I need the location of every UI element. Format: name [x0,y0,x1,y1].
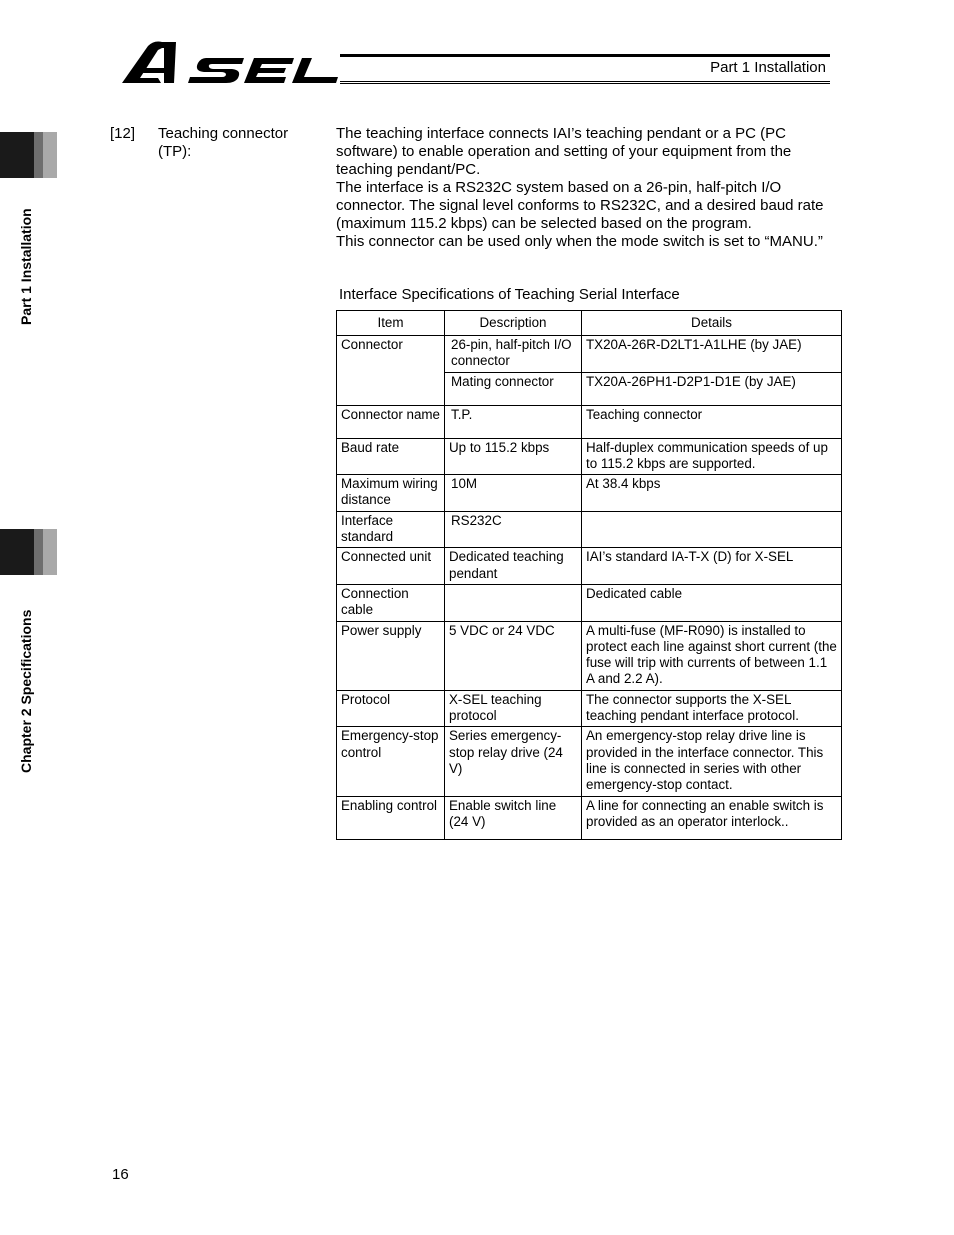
table-cell-item: Baud rate [337,438,445,475]
table-cell-item: Emergency-stop control [337,727,445,796]
column-header: Description [445,311,582,336]
side-tab-part-label: Part 1 Installation [18,208,34,325]
header-rule [340,54,830,57]
table-cell-item: Maximum wiring distance [337,475,445,512]
table-cell-description [445,584,582,621]
table-cell-description: T.P. [445,405,582,438]
paragraph: This connector can be used only when the mode switch is set to “MANU.” [336,233,823,250]
side-tab-marker [0,529,57,575]
table-cell-details: The connector supports the X-SEL teaching pendant interface protocol. [582,690,842,727]
table-row [337,475,842,512]
table-cell-details: TX20A-26R-D2LT1-A1LHE (by JAE) [582,336,842,373]
table-header-row [337,311,842,336]
table-cell-item: Connector [337,336,445,406]
table-row [337,796,842,839]
paragraph: The teaching interface connects IAI’s teaching pendant or a PC (PC software) to enable operation and setting of your equipment from the teaching pendant/PC. [336,125,792,178]
table-cell-item: Connected unit [337,548,445,585]
table-row [337,336,842,373]
header-rule [340,83,830,84]
xsel-logo [118,38,340,86]
table-cell-details [582,511,842,548]
side-tab-marker [0,132,57,178]
item-number: [12] [110,125,136,142]
table-cell-details: Dedicated cable [582,584,842,621]
table-cell-details: An emergency-stop relay drive line is provided in the interface connector. This line is connected in series with other emergency-stop contact. [582,727,842,796]
table-cell-description: X-SEL teaching protocol [445,690,582,727]
table-cell-item: Protocol [337,690,445,727]
table-cell-item: Power supply [337,621,445,690]
column-header: Item [337,311,445,336]
body-text [336,125,836,251]
header-rule [340,81,830,82]
table-cell-description: RS232C [445,511,582,548]
page-number: 16 [112,1166,129,1183]
header-section-label: Part 1 Installation [710,59,826,76]
table-row [337,511,842,548]
paragraph: The interface is a RS232C system based on a 26-pin, half-pitch I/O connector. The signal level conforms to RS232C, and a desired baud rate (maximum 115.2 kbps) can be selected based on the program. [336,179,824,232]
table-cell-details: TX20A-26PH1-D2P1-D1E (by JAE) [582,372,842,405]
table-cell-details: A multi-fuse (MF-R090) is installed to protect each line against short current (the fuse will trip with currents of between 1.1 A and 2.2 A). [582,621,842,690]
table-cell-item: Connector name [337,405,445,438]
table-cell-details: Half-duplex communication speeds of up to 115.2 kbps are supported. [582,438,842,475]
table-cell-description: 10M [445,475,582,512]
table-row [337,548,842,585]
table-cell-description: Mating connector [445,372,582,405]
table-cell-description: 5 VDC or 24 VDC [445,621,582,690]
table-cell-description: Up to 115.2 kbps [445,438,582,475]
table-cell-item: Connection cable [337,584,445,621]
table-cell-description: Enable switch line (24 V) [445,796,582,839]
table-cell-description: Dedicated teaching pendant [445,548,582,585]
table-row [337,621,842,690]
table-row [337,727,842,796]
table-row [337,690,842,727]
table-row [337,584,842,621]
side-tab-chapter-label: Chapter 2 Specifications [18,609,34,773]
table-cell-description: Series emergency-stop relay drive (24 V) [445,727,582,796]
table-row [337,405,842,438]
table-cell-description: 26-pin, half-pitch I/O connector [445,336,582,373]
table-cell-details: IAI’s standard IA-T-X (D) for X-SEL [582,548,842,585]
table-cell-item: Interface standard [337,511,445,548]
table-cell-details: A line for connecting an enable switch is provided as an operator interlock.. [582,796,842,839]
table-row [337,438,842,475]
table-cell-details: Teaching connector [582,405,842,438]
table-cell-details: At 38.4 kbps [582,475,842,512]
column-header: Details [582,311,842,336]
table-caption: Interface Specifications of Teaching Serial Interface [339,286,680,303]
spec-table [336,310,842,840]
item-title: Teaching connector (TP): [158,125,289,160]
table-cell-item: Enabling control [337,796,445,839]
